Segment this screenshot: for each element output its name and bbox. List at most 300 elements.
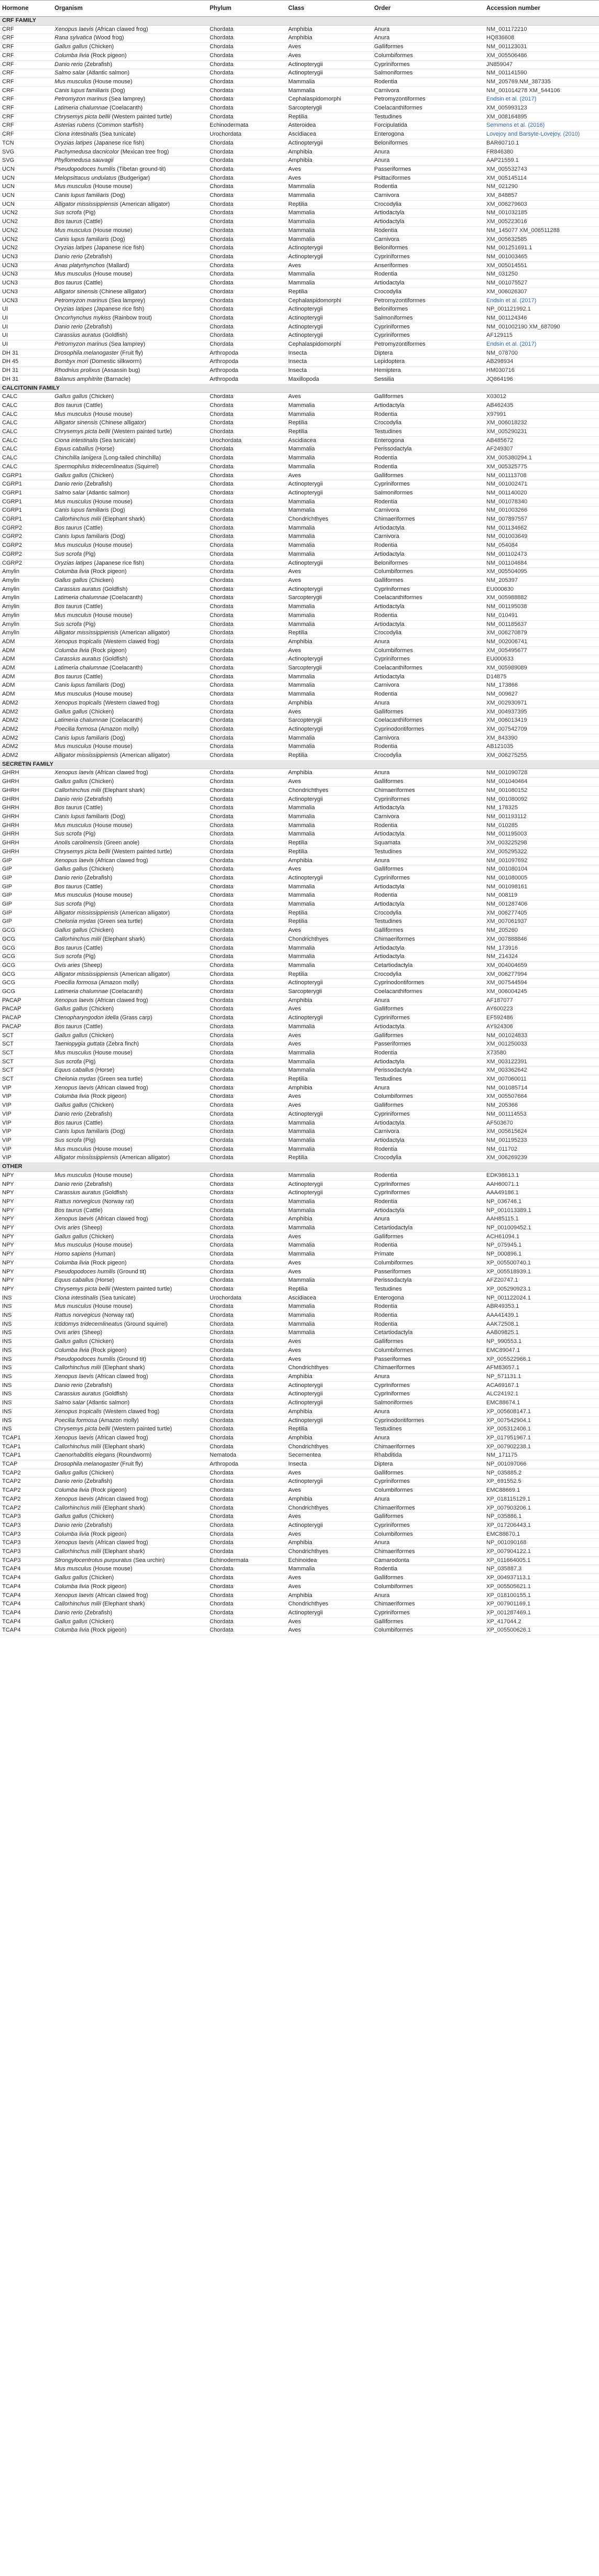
phylum-cell: Chordata: [208, 1582, 286, 1591]
table-row: [0, 1058, 599, 1066]
order-cell: Cypriniformes: [372, 1390, 484, 1399]
organism-cell: Mus musculus (House mouse): [52, 611, 208, 620]
accession-cell: NM_001287406: [484, 900, 599, 909]
accession-cell: XM_004004659: [484, 961, 599, 970]
table-row: [0, 883, 599, 891]
header-accession: Accession number: [484, 1, 599, 17]
class-cell: Actinopterygii: [286, 314, 372, 323]
order-cell: Galliformes: [372, 1617, 484, 1626]
table-row: [0, 1119, 599, 1128]
order-cell: Galliformes: [372, 1005, 484, 1014]
table-row: [0, 1591, 599, 1600]
table-row: [0, 454, 599, 463]
organism-cell: Xenopus laevis (African clawed frog): [52, 1372, 208, 1381]
organism-cell: Salmo salar (Atlantic salmon): [52, 489, 208, 498]
phylum-cell: Chordata: [208, 708, 286, 717]
order-cell: Testudines: [372, 847, 484, 856]
phylum-cell: Chordata: [208, 1372, 286, 1381]
table-row: [0, 812, 599, 821]
accession-cell: BAR60710.1: [484, 139, 599, 148]
order-cell: Chimaeriformes: [372, 786, 484, 795]
phylum-cell: Urochordata: [208, 1294, 286, 1303]
organism-cell: Gallus gallus (Chicken): [52, 708, 208, 717]
class-cell: Actinopterygii: [286, 489, 372, 498]
table-row: [0, 1504, 599, 1513]
order-cell: Artiodactyla: [372, 804, 484, 813]
hormone-cell: DH 31: [0, 367, 52, 376]
order-cell: Artiodactyla: [372, 883, 484, 891]
organism-cell: Carassius auratus (Goldfish): [52, 1189, 208, 1198]
hormone-cell: INS: [0, 1416, 52, 1425]
table-row: [0, 1548, 599, 1557]
table-row: [0, 288, 599, 296]
table-row: [0, 428, 599, 437]
hormone-cell: UI: [0, 332, 52, 340]
order-cell: Cyprinodontiformes: [372, 1416, 484, 1425]
accession-cell: EDK98613.1: [484, 1171, 599, 1180]
class-cell: Sarcopterygii: [286, 717, 372, 725]
section-title: CRF FAMILY: [0, 17, 599, 26]
phylum-cell: Chordata: [208, 60, 286, 69]
accession-cell: XM_006018232: [484, 419, 599, 428]
order-cell: Anura: [372, 996, 484, 1005]
organism-cell: Mus musculus (House mouse): [52, 183, 208, 192]
class-cell: Aves: [286, 393, 372, 402]
table-row: [0, 1093, 599, 1102]
organism-cell: Callorhinchus milii (Elephant shark): [52, 786, 208, 795]
accession-cell: XP_005518939.1: [484, 1268, 599, 1276]
class-cell: Actinopterygii: [286, 1110, 372, 1119]
phylum-cell: Chordata: [208, 1390, 286, 1399]
hormone-cell: ADM2: [0, 743, 52, 752]
accession-cell: XP_007904122.1: [484, 1548, 599, 1557]
organism-cell: Chrysemys picta bellii (Western painted turtle): [52, 113, 208, 122]
phylum-cell: Chordata: [208, 471, 286, 480]
hormone-cell: GCG: [0, 935, 52, 944]
hormone-cell: NPY: [0, 1224, 52, 1233]
class-cell: Mammalia: [286, 1312, 372, 1320]
order-cell: Galliformes: [372, 577, 484, 586]
hormone-cell: ADM2: [0, 734, 52, 743]
accession-cell: NM_001251691.1: [484, 244, 599, 253]
table-row: [0, 95, 599, 104]
organism-cell: Canis lupus familiaris (Dog): [52, 86, 208, 95]
order-cell: Cypriniformes: [372, 480, 484, 489]
accession-cell: Endsin et al. (2017): [484, 296, 599, 305]
hormone-cell: GCG: [0, 970, 52, 979]
table-row: [0, 856, 599, 865]
phylum-cell: Chordata: [208, 270, 286, 279]
table-row: [0, 323, 599, 332]
organism-cell: Canis lupus familiaris (Dog): [52, 681, 208, 690]
order-cell: Testudines: [372, 113, 484, 122]
order-cell: Rodentia: [372, 183, 484, 192]
phylum-cell: Chordata: [208, 51, 286, 60]
hormone-cell: SCT: [0, 1058, 52, 1066]
hormone-cell: VIP: [0, 1102, 52, 1110]
organism-cell: Sus scrofa (Pig): [52, 209, 208, 218]
table-row: [0, 480, 599, 489]
table-row: [0, 367, 599, 376]
order-cell: Anura: [372, 1084, 484, 1093]
phylum-cell: Chordata: [208, 865, 286, 874]
organism-cell: Mus musculus (House mouse): [52, 1565, 208, 1574]
table-row: [0, 664, 599, 673]
accession-cell: NP_035886.1: [484, 1513, 599, 1522]
class-cell: Insecta: [286, 349, 372, 358]
accession-cell: XP_001287469.1: [484, 1609, 599, 1617]
organism-cell: Gallus gallus (Chicken): [52, 43, 208, 52]
hormone-cell: GHRH: [0, 847, 52, 856]
organism-cell: Equus caballus (Horse): [52, 1066, 208, 1075]
order-cell: Rodentia: [372, 78, 484, 86]
class-cell: Aves: [286, 1617, 372, 1626]
order-cell: Galliformes: [372, 1469, 484, 1478]
phylum-cell: Chordata: [208, 1346, 286, 1355]
accession-cell: XP_017206443.1: [484, 1521, 599, 1530]
accession-cell: AFZ20747.1: [484, 1276, 599, 1285]
organism-cell: Ciona intestinalis (Sea tunicate): [52, 1294, 208, 1303]
hormone-cell: CRF: [0, 104, 52, 113]
hormone-cell: UCN2: [0, 244, 52, 253]
organism-cell: Canis lupus familiaris (Dog): [52, 507, 208, 515]
organism-cell: Mus musculus (House mouse): [52, 1171, 208, 1180]
order-cell: Rhabditida: [372, 1451, 484, 1460]
phylum-cell: Chordata: [208, 1049, 286, 1058]
hormone-cell: PACAP: [0, 996, 52, 1005]
table-row: [0, 830, 599, 839]
accession-cell: X73580: [484, 1049, 599, 1058]
order-cell: Galliformes: [372, 1102, 484, 1110]
accession-cell: NM_001102473: [484, 550, 599, 559]
phylum-cell: Chordata: [208, 550, 286, 559]
hormone-cell: CALC: [0, 419, 52, 428]
class-cell: Mammalia: [286, 1206, 372, 1215]
table-row: [0, 498, 599, 507]
hormone-cell: ADM2: [0, 708, 52, 717]
organism-cell: Alligator mississippiensis (American alligator): [52, 1154, 208, 1163]
class-cell: Actinopterygii: [286, 139, 372, 148]
phylum-cell: Chordata: [208, 165, 286, 174]
hormone-cell: CGRP1: [0, 471, 52, 480]
accession-cell: NM_001113708: [484, 471, 599, 480]
phylum-cell: Chordata: [208, 1504, 286, 1513]
table-row: [0, 900, 599, 909]
phylum-cell: Chordata: [208, 1513, 286, 1522]
phylum-cell: Chordata: [208, 577, 286, 586]
table-row: [0, 436, 599, 445]
order-cell: Beloniformes: [372, 139, 484, 148]
phylum-cell: Chordata: [208, 1469, 286, 1478]
phylum-cell: Chordata: [208, 261, 286, 270]
order-cell: Rodentia: [372, 1565, 484, 1574]
section-title: OTHER: [0, 1163, 599, 1172]
class-cell: Actinopterygii: [286, 1014, 372, 1023]
hormone-cell: NPY: [0, 1171, 52, 1180]
table-row: [0, 533, 599, 542]
hormone-cell: UCN3: [0, 270, 52, 279]
phylum-cell: Chordata: [208, 148, 286, 157]
hormone-cell: CRF: [0, 122, 52, 130]
phylum-cell: Arthropoda: [208, 375, 286, 384]
hormone-cell: INS: [0, 1390, 52, 1399]
accession-cell: X03012: [484, 393, 599, 402]
organism-cell: Gallus gallus (Chicken): [52, 577, 208, 586]
class-cell: Aves: [286, 646, 372, 655]
order-cell: Carnivora: [372, 681, 484, 690]
class-cell: Amphibia: [286, 1407, 372, 1416]
hormone-cell: UI: [0, 340, 52, 349]
phylum-cell: Chordata: [208, 830, 286, 839]
hormone-cell: Amylin: [0, 611, 52, 620]
hormone-cell: ADM2: [0, 699, 52, 708]
class-cell: Aves: [286, 1469, 372, 1478]
phylum-cell: Chordata: [208, 1075, 286, 1084]
table-row: [0, 1478, 599, 1487]
order-cell: Cypriniformes: [372, 1180, 484, 1189]
organism-cell: Chrysemys picta bellii (Western painted turtle): [52, 1285, 208, 1294]
hormone-cell: DH 45: [0, 358, 52, 367]
accession-cell: XM_005325775: [484, 463, 599, 471]
phylum-cell: Chordata: [208, 542, 286, 551]
hormone-cell: SVG: [0, 148, 52, 157]
table-row: [0, 673, 599, 681]
order-cell: Cypriniformes: [372, 795, 484, 804]
accession-cell: XM_007060011: [484, 1075, 599, 1084]
order-cell: Crocodylia: [372, 752, 484, 761]
table-row: [0, 1014, 599, 1023]
table-row: [0, 252, 599, 261]
hormone-cell: TCAP4: [0, 1617, 52, 1626]
class-cell: Mammalia: [286, 961, 372, 970]
accession-cell: NM_001172210: [484, 25, 599, 34]
order-cell: Crocodylia: [372, 909, 484, 918]
organism-cell: Sus scrofa (Pig): [52, 550, 208, 559]
accession-cell: EMC89047.1: [484, 1346, 599, 1355]
organism-cell: Xenopus laevis (African clawed frog): [52, 996, 208, 1005]
phylum-cell: Chordata: [208, 252, 286, 261]
order-cell: Rodentia: [372, 821, 484, 830]
phylum-cell: Chordata: [208, 900, 286, 909]
order-cell: Testudines: [372, 428, 484, 437]
table-row: [0, 874, 599, 883]
phylum-cell: Chordata: [208, 209, 286, 218]
accession-cell: ACH61094.1: [484, 1232, 599, 1241]
phylum-cell: Chordata: [208, 646, 286, 655]
hormone-cell: INS: [0, 1399, 52, 1408]
accession-cell: NM_001098161: [484, 883, 599, 891]
order-cell: Galliformes: [372, 865, 484, 874]
order-cell: Primate: [372, 1250, 484, 1259]
class-cell: Chondrichthyes: [286, 1548, 372, 1557]
phylum-cell: Chordata: [208, 1022, 286, 1031]
organism-cell: Equus caballus (Horse): [52, 1276, 208, 1285]
order-cell: Rodentia: [372, 270, 484, 279]
table-row: [0, 393, 599, 402]
class-cell: Mammalia: [286, 673, 372, 681]
order-cell: Carnivora: [372, 507, 484, 515]
table-row: [0, 1268, 599, 1276]
hormone-cell: ADM2: [0, 752, 52, 761]
class-cell: Actinopterygii: [286, 1416, 372, 1425]
hormone-cell: TCAP1: [0, 1434, 52, 1443]
order-cell: Passeriformes: [372, 1355, 484, 1364]
order-cell: Artiodactyla: [372, 1022, 484, 1031]
organism-cell: Chrysemys picta bellii (Western painted turtle): [52, 1425, 208, 1434]
table-row: [0, 1600, 599, 1609]
class-cell: Aves: [286, 1093, 372, 1102]
table-row: [0, 122, 599, 130]
class-cell: Mammalia: [286, 743, 372, 752]
class-cell: Mammalia: [286, 804, 372, 813]
phylum-cell: Chordata: [208, 1425, 286, 1434]
hormone-cell: UCN: [0, 165, 52, 174]
order-cell: Enterogona: [372, 436, 484, 445]
accession-cell: NM_001085714: [484, 1084, 599, 1093]
class-cell: Mammalia: [286, 410, 372, 419]
class-cell: Chondrichthyes: [286, 515, 372, 524]
phylum-cell: Chordata: [208, 1303, 286, 1312]
hormone-cell: VIP: [0, 1093, 52, 1102]
hormone-cell: TCAP4: [0, 1574, 52, 1583]
hormone-cell: CGRP2: [0, 542, 52, 551]
organism-cell: Danio rerio (Zebrafish): [52, 1110, 208, 1119]
table-row: [0, 577, 599, 586]
hormone-cell: PACAP: [0, 1005, 52, 1014]
phylum-cell: Chordata: [208, 445, 286, 454]
table-row: [0, 1110, 599, 1119]
hormone-cell: VIP: [0, 1110, 52, 1119]
organism-cell: Callorhinchus milii (Elephant shark): [52, 1548, 208, 1557]
order-cell: Coelacanthiformes: [372, 988, 484, 997]
hormone-cell: SCT: [0, 1040, 52, 1049]
order-cell: Columbiformes: [372, 1487, 484, 1495]
phylum-cell: Chordata: [208, 454, 286, 463]
organism-cell: Alligator mississippiensis (American alligator): [52, 629, 208, 638]
hormone-cell: GHRH: [0, 769, 52, 778]
order-cell: Columbiformes: [372, 1626, 484, 1635]
phylum-cell: Chordata: [208, 288, 286, 296]
hormone-cell: CRF: [0, 43, 52, 52]
hormone-cell: CGRP1: [0, 480, 52, 489]
organism-cell: Mus musculus (House mouse): [52, 690, 208, 699]
order-cell: Galliformes: [372, 778, 484, 787]
accession-cell: Lovejoy and Barsyte-Lovejoy, (2010): [484, 130, 599, 139]
organism-cell: Callorhinchus milii (Elephant shark): [52, 1600, 208, 1609]
hormone-cell: SCT: [0, 1031, 52, 1040]
hormone-cell: INS: [0, 1425, 52, 1434]
class-cell: Insecta: [286, 358, 372, 367]
organism-cell: Columba livia (Rock pigeon): [52, 51, 208, 60]
hormone-cell: CGRP2: [0, 533, 52, 542]
order-cell: Rodentia: [372, 690, 484, 699]
organism-cell: Ovis aries (Sheep): [52, 1329, 208, 1338]
organism-cell: Gallus gallus (Chicken): [52, 865, 208, 874]
hormone-cell: NPY: [0, 1197, 52, 1206]
hormone-cell: UCN2: [0, 226, 52, 235]
accession-cell: XP_007901169.1: [484, 1600, 599, 1609]
table-row: [0, 1189, 599, 1198]
accession-cell: XM_005014551: [484, 261, 599, 270]
organism-cell: Danio rerio (Zebrafish): [52, 1381, 208, 1390]
table-row: [0, 349, 599, 358]
hormone-cell: SCT: [0, 1066, 52, 1075]
hormone-cell: TCAP3: [0, 1530, 52, 1539]
class-cell: Actinopterygii: [286, 795, 372, 804]
phylum-cell: Chordata: [208, 1119, 286, 1128]
order-cell: Crocodylia: [372, 288, 484, 296]
phylum-cell: Chordata: [208, 778, 286, 787]
organism-cell: Pseudopodoces humilis (Tibetan ground-tit): [52, 165, 208, 174]
table-row: [0, 752, 599, 761]
class-cell: Mammalia: [286, 209, 372, 218]
class-cell: Amphibia: [286, 157, 372, 166]
accession-cell: AAH60071.1: [484, 1180, 599, 1189]
accession-cell: NM_009627: [484, 690, 599, 699]
organism-cell: Xenopus laevis (African clawed frog): [52, 1434, 208, 1443]
table-row: [0, 1128, 599, 1137]
phylum-cell: Chordata: [208, 157, 286, 166]
hormone-cell: ADM2: [0, 725, 52, 734]
table-row: [0, 244, 599, 253]
table-row: [0, 786, 599, 795]
phylum-cell: Chordata: [208, 1434, 286, 1443]
order-cell: Coelacanthiformes: [372, 594, 484, 603]
class-cell: Reptilia: [286, 970, 372, 979]
hormone-cell: NPY: [0, 1215, 52, 1224]
organism-cell: Ctenopharyngodon idella (Grass carp): [52, 1014, 208, 1023]
phylum-cell: Chordata: [208, 856, 286, 865]
accession-cell: NP_000896.1: [484, 1250, 599, 1259]
table-row: [0, 471, 599, 480]
table-row: [0, 270, 599, 279]
phylum-cell: Chordata: [208, 1197, 286, 1206]
organism-cell: Xenopus laevis (African clawed frog): [52, 1495, 208, 1504]
organism-cell: Mus musculus (House mouse): [52, 1145, 208, 1154]
class-cell: Reptilia: [286, 1285, 372, 1294]
table-row: [0, 174, 599, 183]
hormone-cell: ADM: [0, 655, 52, 664]
order-cell: Artiodactyla: [372, 953, 484, 962]
order-cell: Testudines: [372, 1425, 484, 1434]
organism-cell: Danio rerio (Zebrafish): [52, 60, 208, 69]
accession-cell: NM_145077 XM_006511288: [484, 226, 599, 235]
table-row: [0, 1416, 599, 1425]
accession-cell: NP_001121992.1: [484, 305, 599, 314]
hormone-cell: CRF: [0, 34, 52, 43]
phylum-cell: Chordata: [208, 86, 286, 95]
phylum-cell: Chordata: [208, 498, 286, 507]
accession-cell: NP_001090168: [484, 1539, 599, 1548]
organism-cell: Columba livia (Rock pigeon): [52, 1093, 208, 1102]
hormone-cell: CGRP1: [0, 489, 52, 498]
hormone-cell: CRF: [0, 113, 52, 122]
phylum-cell: Chordata: [208, 507, 286, 515]
class-cell: Mammalia: [286, 550, 372, 559]
phylum-cell: Chordata: [208, 585, 286, 594]
header-hormone: Hormone: [0, 1, 52, 17]
phylum-cell: Chordata: [208, 340, 286, 349]
order-cell: Anura: [372, 1591, 484, 1600]
class-cell: Mammalia: [286, 1303, 372, 1312]
table-row: [0, 1312, 599, 1320]
accession-cell: XM_008164895: [484, 113, 599, 122]
phylum-cell: Echinodermata: [208, 1556, 286, 1565]
table-row: [0, 209, 599, 218]
order-cell: Chimaeriformes: [372, 1364, 484, 1373]
order-cell: Chimaeriformes: [372, 1443, 484, 1451]
table-row: [0, 261, 599, 270]
